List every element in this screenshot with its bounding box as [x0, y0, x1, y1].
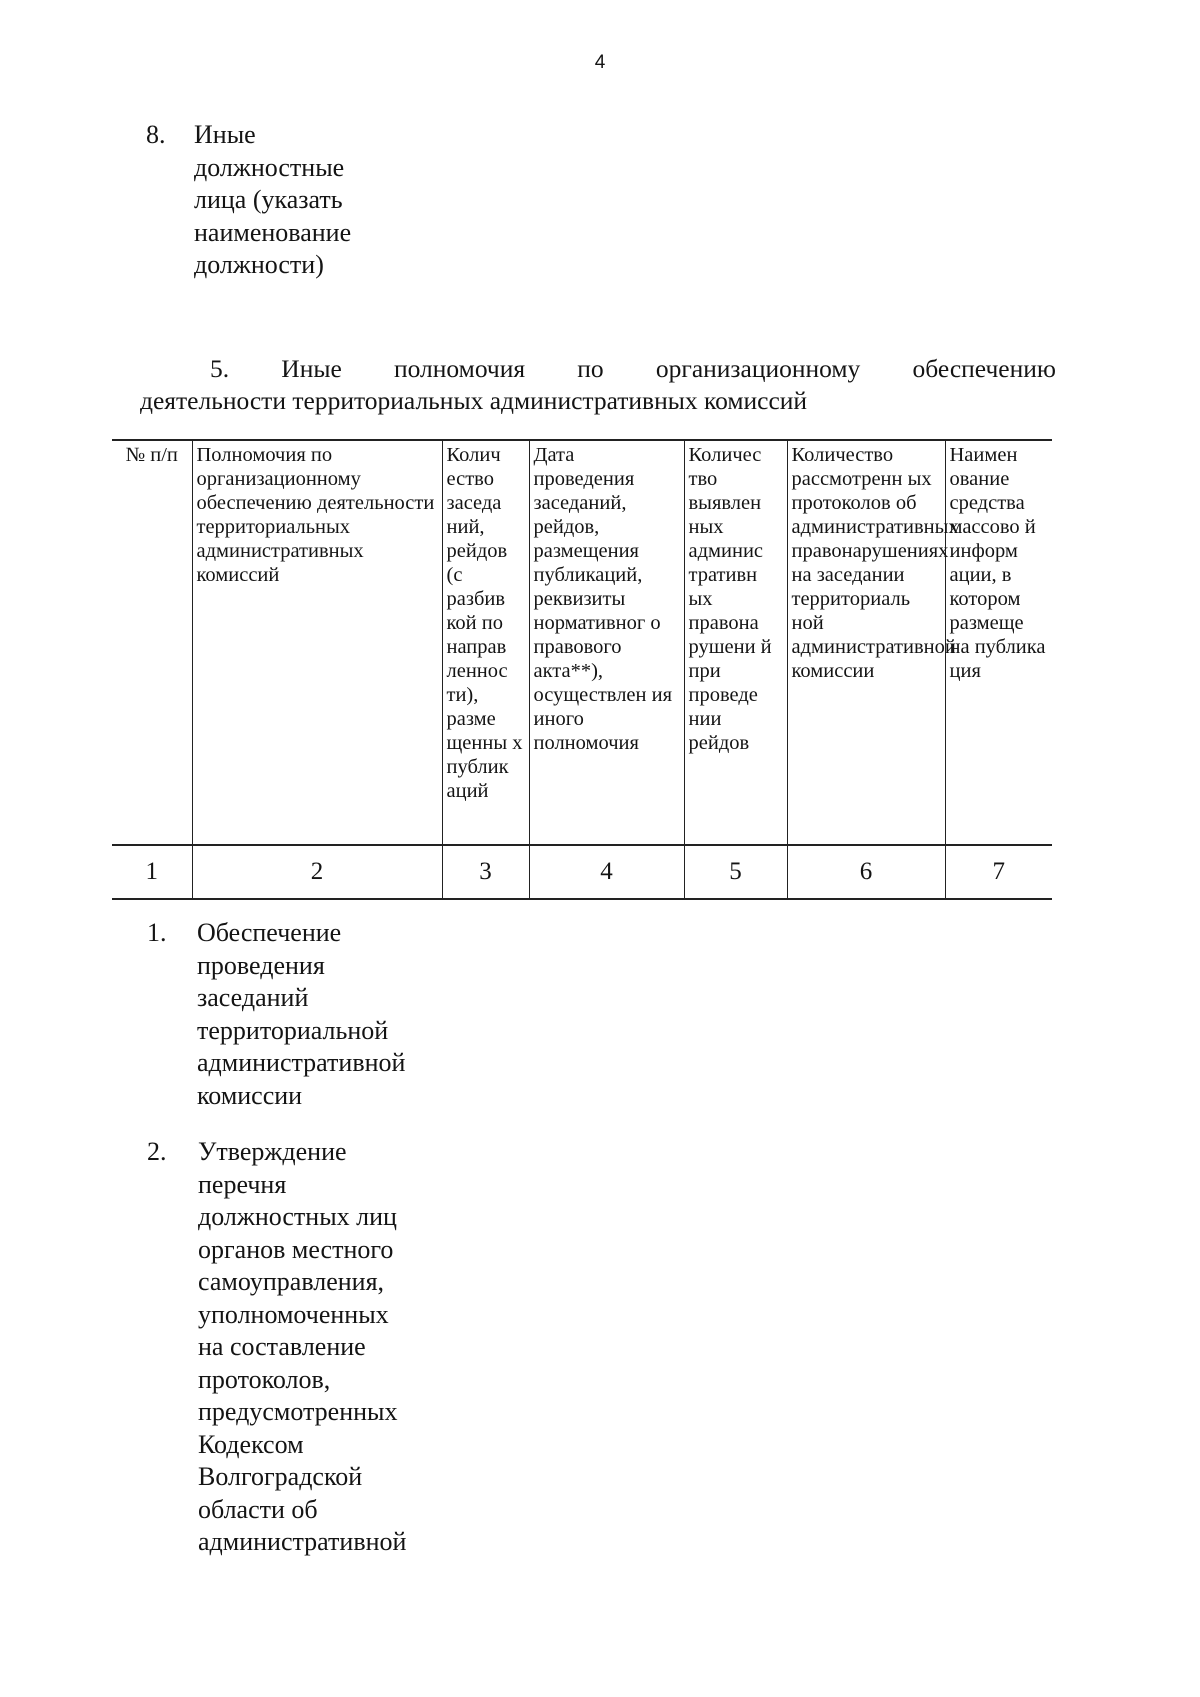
- row-number: 2.: [147, 1137, 167, 1166]
- section-heading-line2: деятельности территориальных административных комиссий: [140, 386, 808, 415]
- column-number-cell: 2: [192, 845, 442, 899]
- row-text: Обеспечение проведения заседаний территориальной административной комиссии: [197, 918, 406, 1110]
- header-cell-protocols-count: Количество рассмотренн ых протоколов об административных правонарушениях на заседании территориаль ной административной комиссии: [787, 440, 945, 845]
- table-header-row: [112, 440, 1052, 845]
- heading-word: полномочия: [393, 354, 526, 383]
- section-heading: [140, 353, 1056, 417]
- heading-word: организационному: [655, 354, 861, 383]
- heading-word: Иные: [281, 354, 342, 383]
- column-number-cell: 6: [787, 845, 945, 899]
- header-cell-date: Дата проведения заседаний, рейдов, размещения публикаций, реквизиты нормативног о правового акта**), осуществлен ия иного полномочия: [529, 440, 684, 845]
- header-cell-number: № п/п: [112, 440, 192, 845]
- heading-word: 5.: [210, 354, 230, 383]
- heading-word: по: [577, 354, 604, 383]
- list-item-number: 8.: [146, 120, 166, 149]
- column-number-cell: 4: [529, 845, 684, 899]
- column-number-cell: 5: [684, 845, 787, 899]
- header-cell-meetings-count: Колич ество заседа ний, рейдов (с разбив кой по направ леннос ти), разме щенны х публик аций: [442, 440, 529, 845]
- header-cell-media-name: Наимен ование средства массово й информ ации, в котором размеще на публика ция: [945, 440, 1052, 845]
- row-number: 1.: [147, 918, 167, 947]
- column-number-cell: 3: [442, 845, 529, 899]
- header-cell-violations-count: Количес тво выявлен ных админис тративн ых правона рушени й при проведе нии рейдов: [684, 440, 787, 845]
- list-item-text: Иные должностные лица (указать наименование должности): [194, 120, 352, 279]
- column-number-cell: 7: [945, 845, 1052, 899]
- row-text: Утверждение перечня должностных лиц органов местного самоуправления, уполномоченных на составление протоколов, предусмотренных Кодексом Волгоградской области об административной: [198, 1137, 407, 1556]
- header-cell-powers: Полномочия по организационному обеспечению деятельности территориальных административных комиссий: [192, 440, 442, 845]
- table-column-numbers-row: [112, 845, 1052, 899]
- section-heading-line1: [140, 353, 1056, 385]
- column-number-cell: 1: [112, 845, 192, 899]
- powers-table: [112, 439, 1052, 900]
- page-number: 4: [594, 52, 606, 73]
- heading-word: обеспечению: [912, 354, 1056, 383]
